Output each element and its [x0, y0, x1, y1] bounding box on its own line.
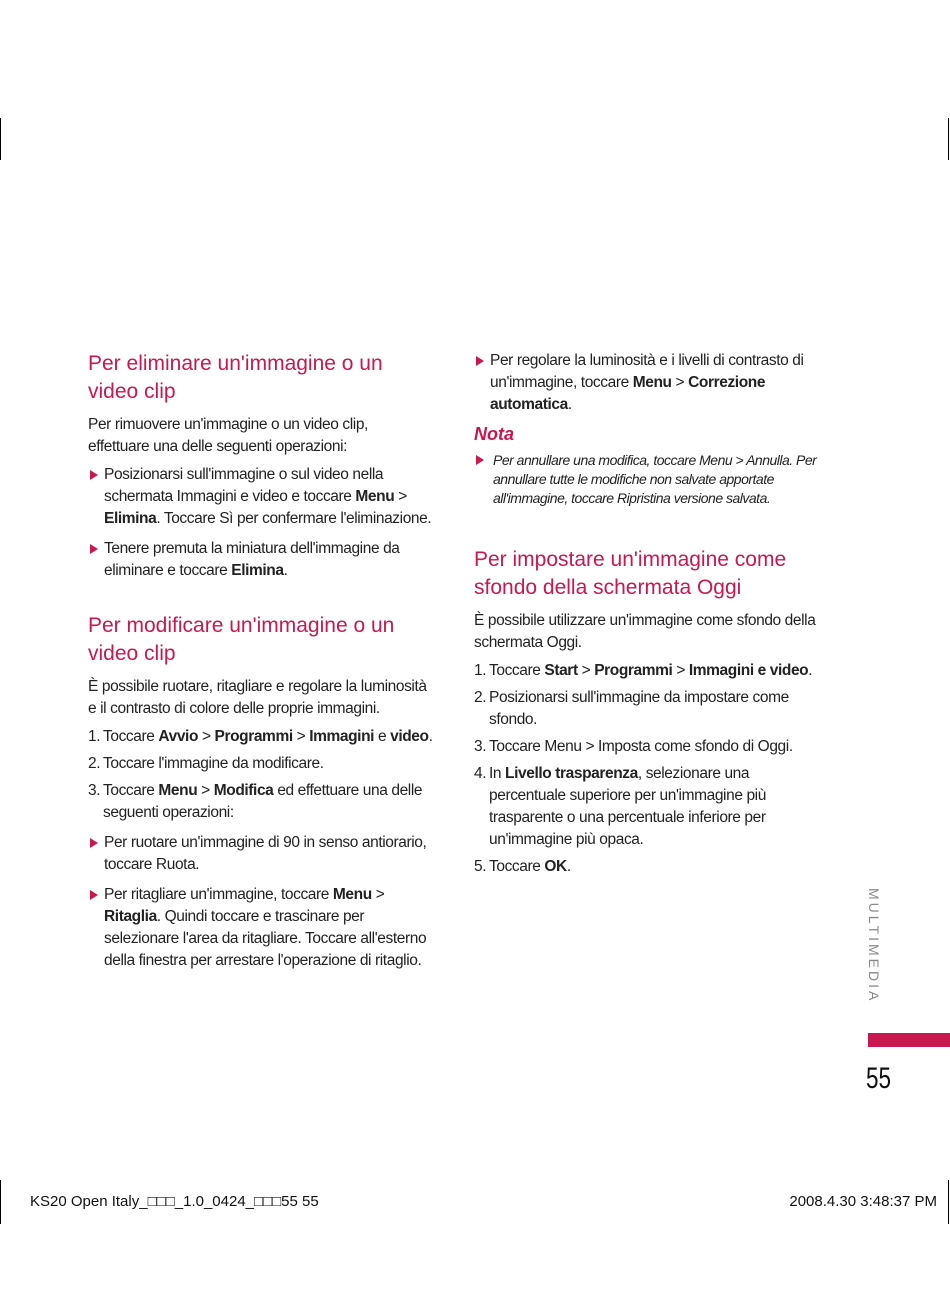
bold-ritaglia: Ritaglia — [104, 908, 157, 925]
bold-immagini-video: Immagini e video — [688, 662, 809, 679]
bold-modifica: Modifica — [213, 782, 274, 799]
step-number: 1. — [88, 728, 101, 745]
bold-immagini: Immagini — [309, 728, 375, 745]
text: Posizionarsi sull'immagine da impostare come sfondo. — [489, 689, 789, 728]
text: Toccare — [489, 662, 545, 679]
bullet-arrow-icon — [90, 544, 98, 554]
bold-ok: OK — [544, 858, 567, 875]
step-number: 4. — [474, 765, 487, 782]
text: Toccare — [103, 728, 159, 745]
text: . — [808, 662, 813, 679]
text: Per ruotare un'immagine di 90 in senso antiorario, toccare Ruota. — [104, 834, 427, 873]
text: , selezionare una percentuale superiore per un'immagine più trasparente o una percentuale inferiore per un'immagine più opaca. — [489, 765, 766, 848]
text: Toccare — [103, 782, 159, 799]
step-number: 1. — [474, 662, 487, 679]
bold-menu: Menu — [632, 374, 672, 391]
wallpaper-intro: È possibile utilizzare un'immagine come sfondo della schermata Oggi. — [474, 612, 816, 651]
text: > — [672, 662, 689, 679]
text: Posizionarsi sull'immagine o sul video nella schermata Immagini e video e toccare — [104, 466, 384, 505]
step-3-wallpaper — [474, 736, 819, 758]
section-heading-wallpaper: Per impostare un'immagine come sfondo della schermata Oggi — [474, 548, 787, 599]
text: Tenere premuta la miniatura dell'immagine da eliminare e toccare — [104, 540, 400, 579]
note-title: Nota — [474, 424, 514, 444]
crop-mark-bottom-right — [948, 1180, 949, 1224]
step-number: 3. — [88, 782, 101, 799]
bullet-delete-menu — [88, 464, 433, 530]
step-1-edit — [88, 726, 433, 748]
bold-elimina: Elimina — [104, 510, 157, 527]
bold-menu: Menu — [332, 886, 372, 903]
bold-menu: Menu — [355, 488, 395, 505]
bold-programmi: Programmi — [214, 728, 293, 745]
bold-start: Start — [544, 662, 578, 679]
bullet-brightness — [474, 350, 819, 416]
step-number: 2. — [88, 755, 101, 772]
step-1-wallpaper — [474, 660, 819, 682]
crop-mark-top-left — [0, 118, 1, 160]
crop-mark-bottom-left — [0, 1180, 1, 1224]
text: Toccare Menu > Imposta come sfondo di Oggi. — [489, 738, 793, 755]
bold-avvio: Avvio — [158, 728, 199, 745]
step-4-wallpaper — [474, 763, 819, 851]
text: ed effettuare una delle seguenti operazioni: — [103, 782, 423, 821]
bullet-arrow-icon — [90, 838, 98, 848]
page-number: 55 — [866, 1062, 892, 1095]
step-3-edit — [88, 780, 433, 824]
text: > — [198, 728, 215, 745]
step-number: 5. — [474, 858, 487, 875]
text: > — [371, 886, 385, 903]
bullet-arrow-icon — [476, 455, 484, 465]
text: e — [374, 728, 391, 745]
bullet-crop — [88, 884, 433, 972]
bold-elimina: Elimina — [231, 562, 284, 579]
bold-livello-trasparenza: Livello trasparenza — [505, 765, 638, 782]
text: > — [292, 728, 310, 745]
step-number: 3. — [474, 738, 487, 755]
text: . — [567, 396, 572, 413]
text: . — [566, 858, 571, 875]
footer-timestamp: 2008.4.30 3:48:37 PM — [789, 1193, 937, 1210]
section-marker-bar — [868, 1033, 950, 1047]
bullet-arrow-icon — [476, 356, 484, 366]
step-5-wallpaper — [474, 856, 819, 878]
text: In — [489, 765, 506, 782]
text: > — [577, 662, 595, 679]
step-2-wallpaper — [474, 687, 819, 731]
bullet-arrow-icon — [90, 470, 98, 480]
bold-menu: Menu — [158, 782, 198, 799]
text: Per ritagliare un'immagine, toccare — [104, 886, 333, 903]
delete-intro: Per rimuovere un'immagine o un video clip, effettuare una delle seguenti operazioni: — [88, 416, 368, 455]
text: . Toccare Sì per confermare l'eliminazione. — [156, 510, 432, 527]
right-column — [474, 350, 819, 883]
text: > — [197, 782, 214, 799]
bullet-delete-thumbnail — [88, 538, 433, 582]
bullet-rotate — [88, 832, 433, 876]
section-side-tab: MULTIMEDIA — [866, 888, 882, 1004]
edit-intro: È possibile ruotare, ritagliare e regolare la luminosità e il contrasto di colore delle proprie immagini. — [88, 678, 427, 717]
crop-mark-top-right — [948, 118, 949, 160]
bold-programmi: Programmi — [594, 662, 673, 679]
text: . Quindi toccare e trascinare per selezionare l'area da ritagliare. Toccare all'esterno della finestra per arrestare l'operazione di ritaglio. — [104, 908, 427, 969]
bold-video: video — [390, 728, 429, 745]
text: Per annullare una modifica, toccare Menu > Annulla. Per annullare tutte le modifiche non salvate apportate all'immagine, toccare Ripristina versione salvata. — [493, 452, 817, 506]
text: > — [671, 374, 689, 391]
text: Toccare — [489, 858, 545, 875]
section-heading-edit: Per modificare un'immagine o un video clip — [88, 614, 395, 665]
section-heading-delete: Per eliminare un'immagine o un video clip — [88, 352, 383, 403]
footer-file-info: KS20 Open Italy_□□□_1.0_0424_□□□55 55 — [30, 1193, 319, 1210]
step-number: 2. — [474, 689, 487, 706]
text: . — [283, 562, 288, 579]
text: . — [428, 728, 433, 745]
note-body — [474, 451, 819, 508]
text: > — [394, 488, 407, 505]
left-column — [88, 350, 433, 980]
text: Per regolare la luminosità e i livelli di contrasto di un'immagine, toccare — [490, 352, 804, 391]
text: Toccare l'immagine da modificare. — [103, 755, 324, 772]
bullet-arrow-icon — [90, 890, 98, 900]
bold-correzione: Correzione automatica — [490, 374, 766, 413]
step-2-edit — [88, 753, 433, 775]
